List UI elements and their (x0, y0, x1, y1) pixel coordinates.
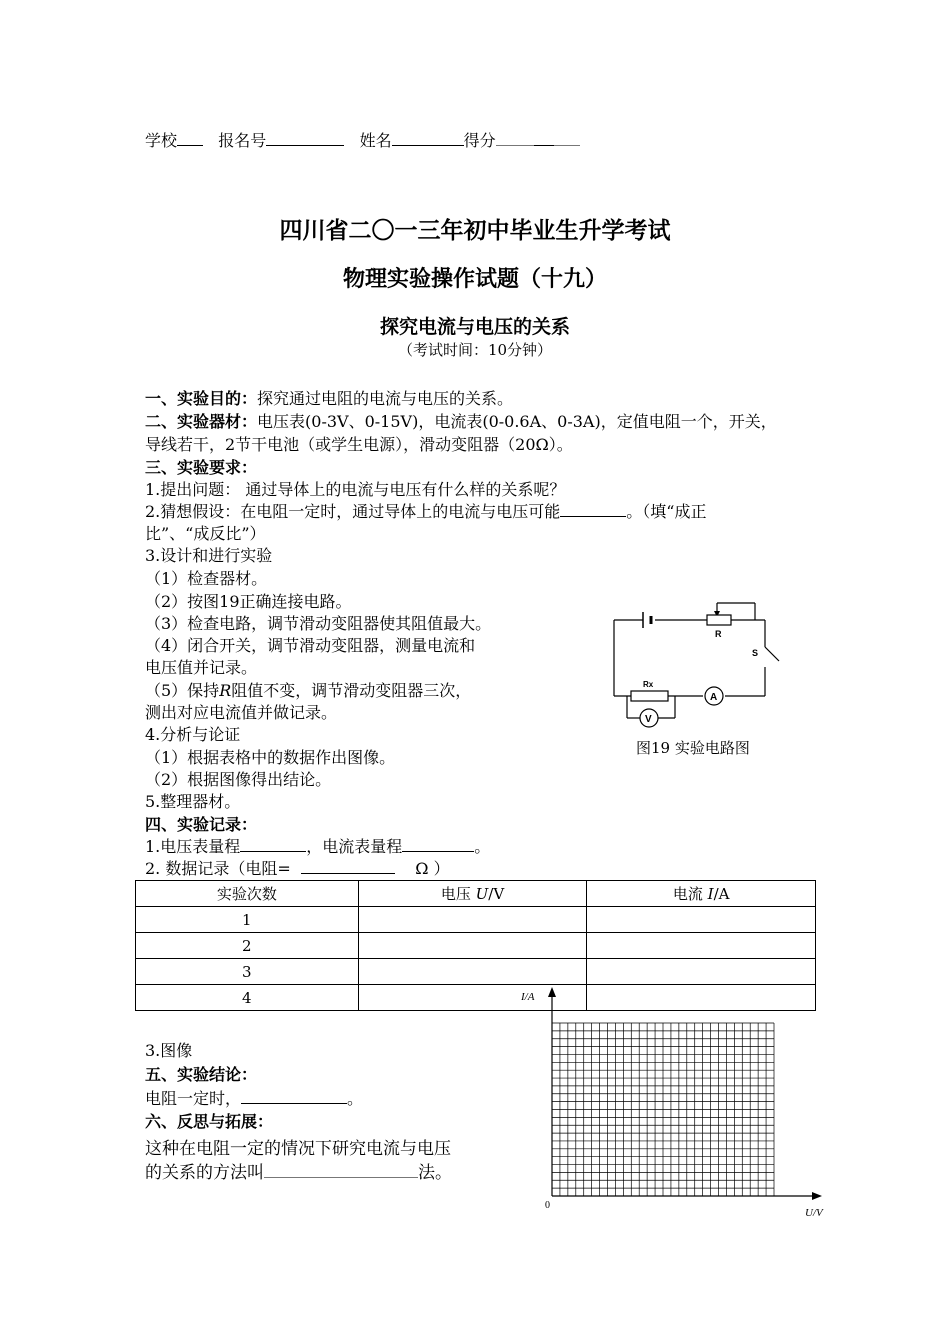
score-label: 得分 (463, 131, 496, 150)
resistor-label: Rx (643, 680, 654, 689)
table-row (136, 959, 816, 985)
req-design: 3.设计和进行实验 (145, 546, 273, 565)
trial-number: 4 (136, 985, 359, 1011)
hypothesis-blank[interactable] (560, 502, 626, 517)
school-blank[interactable] (177, 131, 203, 146)
req-cleanup: 5.整理器材。 (145, 792, 241, 811)
voltage-cell[interactable] (358, 907, 587, 933)
section-equipment-text: 电压表(0-3V、0-15V)，电流表(0-0.6A、0-3A)，定值电阻一个，开关， (257, 412, 777, 431)
ammeter-range-blank[interactable] (402, 837, 474, 852)
req-analysis-1: （1）根据表格中的数据作出图像。 (145, 748, 396, 767)
req-step-5-a: （5）保持 (145, 681, 220, 700)
figure-caption: 图19 实验电路图 (636, 739, 750, 757)
req-step-4-cont: 电压值并记录。 (145, 658, 258, 677)
section-equipment (145, 409, 777, 432)
x-axis-arrow-icon (812, 1192, 822, 1200)
x-axis-label: U/V (805, 1207, 823, 1219)
experiment-topic: 探究电流与电压的关系 (379, 316, 570, 338)
req-step-5-cont: 测出对应电流值并做记录。 (145, 703, 338, 722)
reg-no-label: 报名号 (218, 131, 267, 150)
current-cell[interactable] (587, 959, 816, 985)
name-label: 姓名 (359, 131, 392, 150)
school-label: 学校 (145, 131, 178, 150)
voltage-cell[interactable] (358, 959, 587, 985)
req-hypothesis (145, 499, 706, 522)
voltmeter-range-label: 1.电压表量程 (145, 837, 241, 856)
graph-heading: 3.图像 (145, 1041, 193, 1060)
y-axis-label: I/A (521, 991, 535, 1003)
ammeter-range-label: ，电流表量程 (306, 837, 403, 856)
conclusion-end: 。 (347, 1089, 364, 1108)
section-requirements-label: 三、实验要求： (145, 458, 258, 477)
section-purpose-label: 一、实验目的： (145, 389, 258, 408)
exam-time: （考试时间：10分钟） (397, 341, 553, 359)
resistor-symbol (631, 691, 668, 701)
conclusion-blank[interactable] (241, 1089, 347, 1104)
switch-label: S (752, 648, 759, 658)
req-step-5-r: R (219, 681, 232, 700)
req-question: 1.提出问题： 通过导体上的电流与电压有什么样的关系呢？ (145, 480, 566, 499)
resistance-label: 2. 数据记录（电阻= (145, 859, 291, 878)
name-blank[interactable] (392, 131, 464, 146)
method-blank[interactable] (264, 1163, 418, 1178)
reflection-end: 法。 (418, 1163, 452, 1183)
score-blank-2[interactable] (534, 131, 554, 146)
header-line (145, 128, 580, 151)
section-equipment-text-2: 导线若干，2节干电池（或学生电源），滑动变阻器（20Ω）。 (145, 435, 573, 454)
req-hypothesis-text: 2.猜想假设：在电阻一定时，通过导体上的电流与电压可能 (145, 502, 561, 521)
origin-label: 0 (545, 1200, 550, 1211)
section-purpose (145, 386, 513, 409)
header-trial: 实验次数 (136, 881, 359, 907)
rheostat-symbol (707, 615, 731, 625)
resistance-unit: Ω ） (415, 859, 450, 878)
exam-subtitle: 物理实验操作试题（十九） (342, 266, 607, 292)
section-purpose-text: 探究通过电阻的电流与电压的关系。 (257, 389, 514, 408)
circuit-diagram (605, 595, 785, 735)
trial-number: 3 (136, 959, 359, 985)
req-analysis: 4.分析与论证 (145, 725, 241, 744)
req-analysis-2: （2）根据图像得出结论。 (145, 770, 332, 789)
score-blank-3[interactable] (554, 131, 580, 146)
rheostat-label: R (715, 629, 722, 639)
reflection-line-1: 这种在电阻一定的情况下研究电流与电压 (145, 1139, 451, 1159)
req-step-3: （3）检查电路，调节滑动变阻器使其阻值最大。 (145, 614, 492, 633)
y-axis-arrow-icon (548, 987, 556, 997)
req-hypothesis-hint-2: 比”、“成反比”） (145, 524, 266, 543)
voltmeter-label: V (645, 714, 652, 725)
req-step-4: （4）闭合开关，调节滑动变阻器，测量电流和 (145, 636, 476, 655)
trial-number: 2 (136, 933, 359, 959)
voltage-cell[interactable] (358, 933, 587, 959)
ammeter-label: A (710, 692, 718, 703)
section-conclusion-label: 五、实验结论： (145, 1065, 258, 1084)
section-reflection-label: 六、反思与拓展： (145, 1112, 274, 1131)
trial-number: 1 (136, 907, 359, 933)
record-ranges (145, 834, 490, 857)
voltmeter-range-blank[interactable] (240, 837, 306, 852)
blank-graph[interactable] (510, 985, 840, 1220)
req-step-1: （1）检查器材。 (145, 569, 268, 588)
resistance-blank[interactable] (301, 859, 395, 874)
graph-grid (552, 1023, 774, 1196)
score-blank-1[interactable] (496, 131, 534, 146)
current-cell[interactable] (587, 907, 816, 933)
header-voltage: 电压 U/V (358, 881, 587, 907)
exam-title: 四川省二〇一三年初中毕业生升学考试 (279, 217, 671, 244)
record-resistance (145, 856, 450, 879)
conclusion-line (145, 1086, 363, 1109)
current-cell[interactable] (587, 933, 816, 959)
req-step-5 (145, 678, 471, 701)
header-current: 电流 I/A (587, 881, 816, 907)
req-step-5-b: 阻值不变，调节滑动变阻器三次， (231, 681, 472, 700)
table-row (136, 907, 816, 933)
table-row (136, 933, 816, 959)
record-ranges-end: 。 (474, 837, 491, 856)
req-hypothesis-hint: 。（填“成正 (626, 502, 707, 521)
section-equipment-label: 二、实验器材： (145, 412, 258, 431)
reg-no-blank[interactable] (266, 131, 344, 146)
table-header-row (136, 881, 816, 907)
conclusion-text: 电阻一定时， (145, 1089, 242, 1108)
req-step-2: （2）按图19正确连接电路。 (145, 592, 352, 611)
reflection-text: 的关系的方法叫 (145, 1163, 264, 1183)
reflection-line-2 (145, 1158, 452, 1183)
section-record-label: 四、实验记录： (145, 815, 258, 834)
